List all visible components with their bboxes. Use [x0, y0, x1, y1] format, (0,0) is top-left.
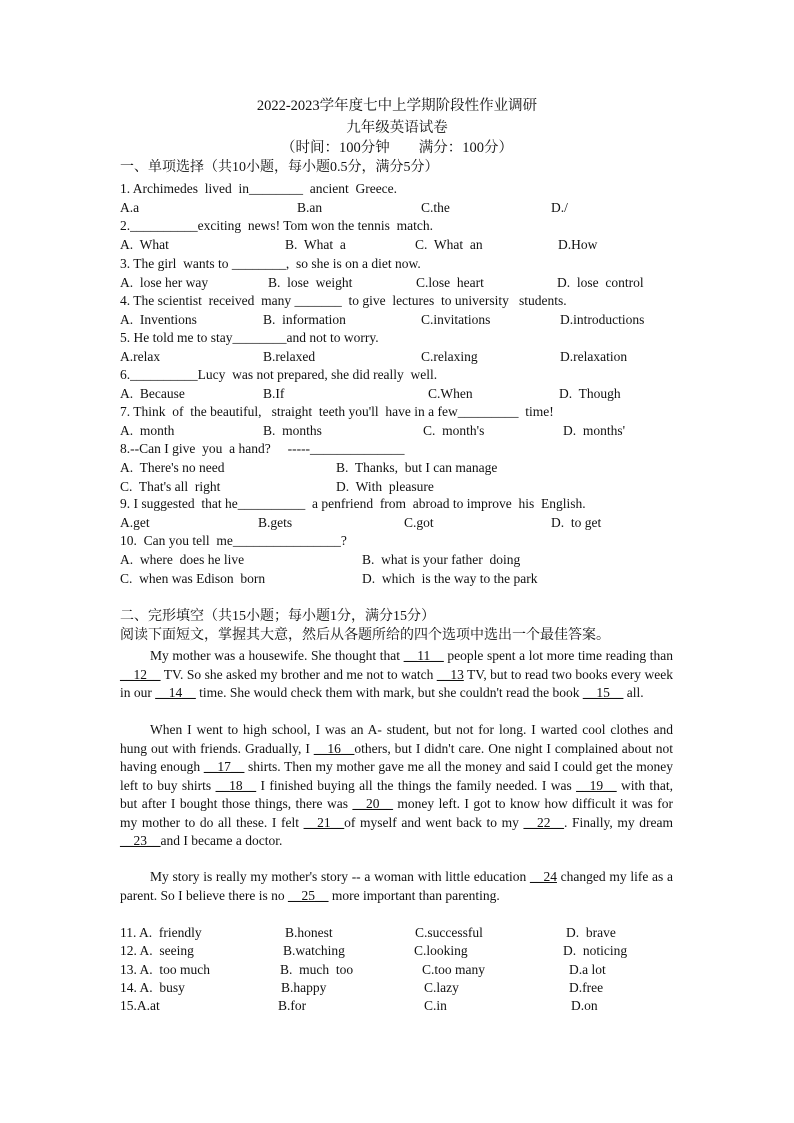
cloze-answer-option: B. much too [280, 962, 354, 977]
passage-text: and I became a doctor. [160, 833, 283, 848]
cloze-paragraph-1 [120, 647, 673, 703]
exam-title: 2022-2023学年度七中上学期阶段性作业调研 [256, 98, 538, 114]
cloze-answer-option: 12. A. seeing [120, 943, 194, 958]
cloze-answer-option: D. noticing [563, 943, 628, 958]
passage-text: others, but I didn't care. One night I complained about not having enough [120, 740, 673, 774]
answer-option: A. lose her way [120, 275, 209, 290]
cloze-answer-option: C.successful [415, 925, 483, 940]
blank-number: __23__ [120, 833, 161, 848]
blank-number: __14__ [155, 685, 196, 700]
answer-option: D.relaxation [560, 349, 628, 364]
answer-option: B.If [263, 386, 285, 401]
answer-option: B. what is your father doing [362, 552, 521, 567]
blank-number: __13 [436, 666, 464, 682]
answer-option: C.When [428, 386, 473, 401]
answer-option: D. lose control [557, 275, 644, 290]
answer-option: A. What [120, 237, 169, 252]
blank-number: __22__ [523, 814, 564, 830]
blank-number: __12__ [120, 666, 161, 682]
answer-option: D. to get [551, 515, 602, 530]
passage-text: time. She would check them with mark, but she couldn't read the book [195, 685, 583, 700]
passage-text: My mother was a housewife. She thought that [150, 648, 404, 663]
question-stem: 4. The scientist received many _______ to give lectures to university students. [120, 293, 567, 308]
passage-text: . Finally, my dream [564, 814, 673, 830]
answer-option: B.relaxed [263, 349, 316, 364]
section2-instruction: 阅读下面短文，掌握其大意，然后从各题所给的四个选项中选出一个最佳答案。 [120, 628, 610, 643]
answer-option: C.invitations [421, 312, 491, 327]
answer-option: D.introductions [560, 312, 645, 327]
answer-option: C. That's all right [120, 479, 221, 494]
cloze-answer-option: B.for [278, 998, 307, 1013]
cloze-answer-option: 13. A. too much [120, 962, 210, 977]
passage-text: more important than parenting. [328, 887, 500, 903]
section2-title: 二、完形填空（共15小题；每小题1分，满分15分） [120, 609, 435, 624]
answer-option: A. Inventions [120, 312, 197, 327]
cloze-answer-option: D.a lot [569, 962, 606, 977]
passage-text: changed my life as a parent. So I believe there is no [120, 869, 673, 903]
answer-option: B. information [263, 312, 346, 327]
question-stem: 8.--Can I give you a hand? -----______________ [120, 441, 405, 456]
exam-time-score: （时间：100分钟 满分：100分） [281, 140, 513, 156]
blank-number: __16__ [313, 740, 355, 756]
question-stem: 7. Think of the beautiful, straight teeth you'll have in a few_________ time! [120, 404, 554, 419]
question-stem: 6.__________Lucy was not prepared, she did really well. [120, 367, 438, 382]
cloze-answer-option: 11. A. friendly [120, 925, 202, 940]
cloze-answer-option: B.happy [281, 980, 327, 995]
passage-text: When I went to high school, I was an A- student, but not for long. I warted cool clothes and hung out with friends. Gradually, I [120, 722, 673, 756]
question-stem: 2.__________exciting news! Tom won the tennis match. [120, 218, 434, 233]
cloze-answer-option: C.lazy [424, 980, 459, 995]
cloze-answer-option: D.free [569, 980, 604, 995]
blank-number: __24 [529, 869, 557, 884]
question-stem: 10. Can you tell me________________? [120, 533, 347, 548]
answer-option: A. There's no need [120, 460, 225, 475]
blank-number: __11__ [403, 648, 444, 663]
answer-option: C.relaxing [421, 349, 478, 364]
passage-text: My story is really my mother's story -- a woman with little education [150, 869, 530, 884]
answer-option: A.a [120, 200, 140, 215]
answer-option: A.relax [120, 349, 161, 364]
answer-option: B. Thanks, but I can manage [336, 460, 498, 475]
blank-number: __19__ [576, 777, 617, 793]
cloze-answer-option: 14. A. busy [120, 980, 185, 995]
cloze-answer-option: C.looking [414, 943, 468, 958]
passage-text: TV, but to read two books every week in our [120, 666, 673, 700]
answer-option: C.the [421, 200, 450, 215]
answer-option: C.got [404, 515, 434, 530]
cloze-answer-option: B.honest [285, 925, 333, 940]
blank-number: __15__ [582, 685, 624, 700]
passage-text: I finished buying all the things the family needed. I was [256, 777, 577, 793]
blank-number: __25__ [287, 887, 329, 903]
answer-option: D./ [551, 200, 568, 215]
answer-option: B.an [297, 200, 323, 215]
passage-text: money left. I got to know how difficult it was for my mother to do all these. I felt [120, 796, 673, 830]
cloze-paragraph-2 [120, 721, 673, 851]
cloze-paragraph-3 [120, 868, 673, 905]
cloze-answer-option: D.on [571, 998, 598, 1013]
answer-option: D. which is the way to the park [362, 571, 538, 586]
passage-text: people spent a lot more time reading than [443, 648, 673, 663]
answer-option: B. lose weight [268, 275, 353, 290]
cloze-answer-option: C.in [424, 998, 447, 1013]
answer-option: B. months [263, 423, 322, 438]
section1-title: 一、单项选择（共10小题，每小题0.5分，满分5分） [120, 160, 439, 175]
cloze-answer-option: C.too many [422, 962, 485, 977]
passage-text: TV. So she asked my brother and me not to watch [160, 666, 437, 682]
cloze-answer-option: B.watching [283, 943, 345, 958]
cloze-answer-option: 15.A.at [120, 998, 160, 1013]
answer-option: C.lose heart [416, 275, 484, 290]
question-stem: 3. The girl wants to ________, so she is on a diet now. [120, 256, 421, 271]
passage-text: of myself and went back to my [344, 814, 524, 830]
answer-option: C. What an [415, 237, 483, 252]
answer-option: C. when was Edison born [120, 571, 266, 586]
passage-text: all. [623, 685, 644, 700]
answer-option: C. month's [423, 423, 485, 438]
cloze-answer-option: D. brave [566, 925, 616, 940]
blank-number: __20__ [352, 796, 393, 811]
passage-text: with that, but after I bought those things, there was [120, 777, 673, 811]
answer-option: D. Though [559, 386, 621, 401]
passage-text: shirts. Then my mother gave me all the money and said I could get the money left to buy shirts [120, 759, 673, 793]
answer-option: A. Because [120, 386, 185, 401]
blank-number: __18__ [215, 777, 257, 793]
answer-option: D. With pleasure [336, 479, 434, 494]
answer-option: A.get [120, 515, 150, 530]
blank-number: __17__ [203, 759, 245, 774]
answer-option: D.How [558, 237, 598, 252]
question-stem: 5. He told me to stay________and not to worry. [120, 330, 379, 345]
answer-option: A. where does he live [120, 552, 245, 567]
answer-option: A. month [120, 423, 175, 438]
answer-option: D. months' [563, 423, 626, 438]
exam-subtitle: 九年级英语试卷 [346, 120, 448, 136]
answer-option: B. What a [285, 237, 346, 252]
answer-option: B.gets [258, 515, 293, 530]
question-stem: 1. Archimedes lived in________ ancient Greece. [120, 181, 398, 196]
question-stem: 9. I suggested that he__________ a penfriend from abroad to improve his English. [120, 496, 586, 511]
blank-number: __21__ [303, 814, 345, 830]
